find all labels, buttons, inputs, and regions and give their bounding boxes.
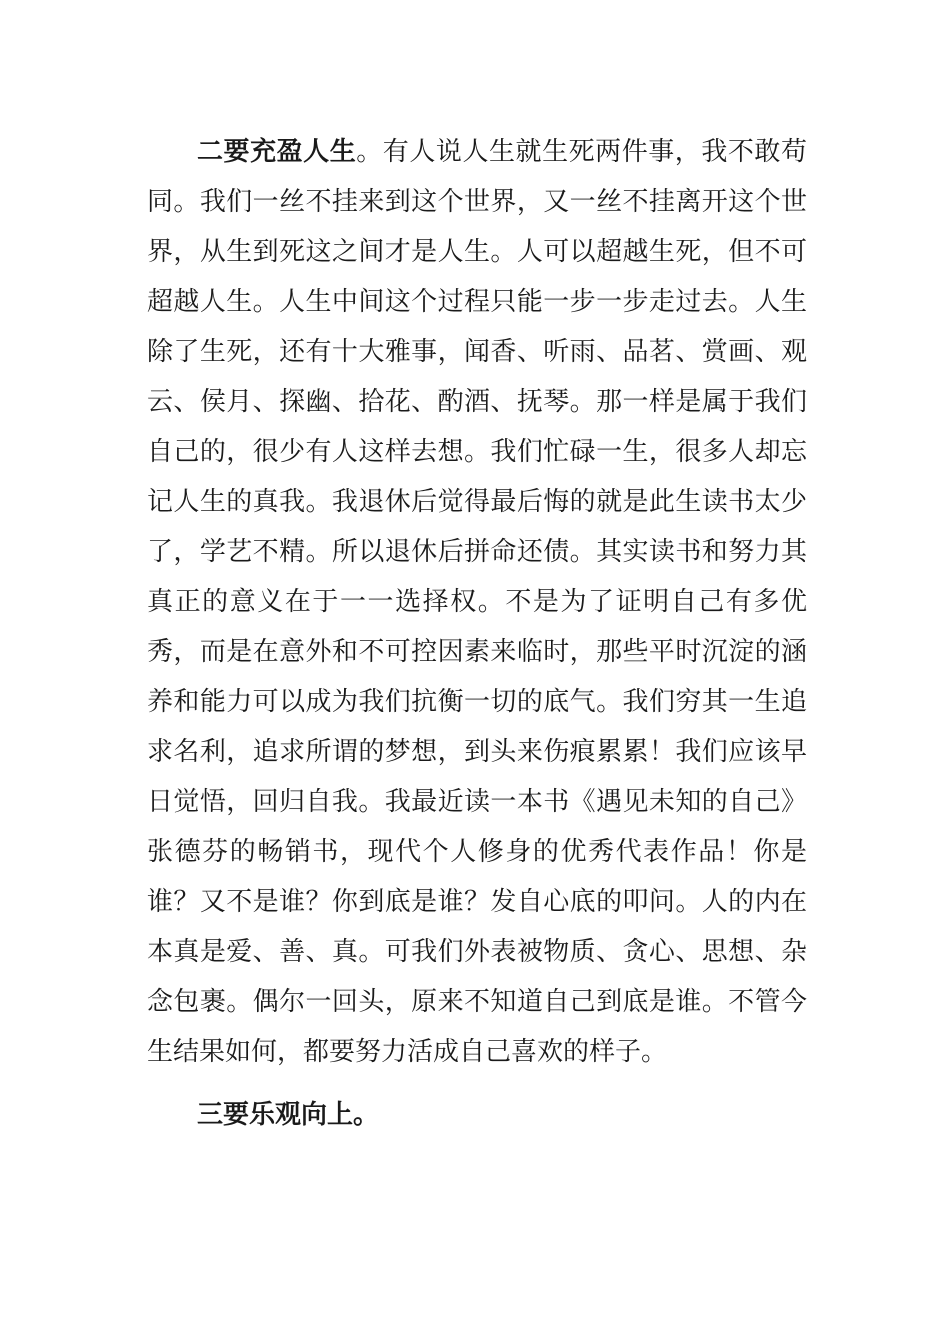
paragraph-line: 同。我们一丝不挂来到这个世界，又一丝不挂离开这个世 <box>147 187 807 217</box>
paragraph-line: 张德芬的畅销书，现代个人修身的优秀代表作品！你是 <box>147 837 807 867</box>
paragraph-line: 记人生的真我。我退休后觉得最后悔的就是此生读书太少 <box>147 487 807 517</box>
paragraph-line: 日觉悟，回归自我。我最近读一本书《遇见未知的自己》 <box>147 787 807 817</box>
paragraph-line: 真正的意义在于一一选择权。不是为了证明自己有多优 <box>147 587 807 617</box>
paragraph-line: 秀，而是在意外和不可控因素来临时，那些平时沉淀的涵 <box>147 637 807 667</box>
section-heading-3: 三要乐观向上。 <box>197 1100 380 1130</box>
paragraph-line: 念包裹。偶尔一回头，原来不知道自己到底是谁。不管今 <box>147 987 807 1017</box>
paragraph-line: 生结果如何，都要努力活成自己喜欢的样子。 <box>147 1037 668 1067</box>
paragraph-line: 云、侯月、探幽、拾花、酌酒、抚琴。那一样是属于我们 <box>147 387 807 417</box>
paragraph-line: 求名利，追求所谓的梦想，到头来伤痕累累！我们应该早 <box>147 737 807 767</box>
paragraph-line: 除了生死，还有十大雅事，闻香、听雨、品茗、赏画、观 <box>147 337 807 367</box>
paragraph-line: 界，从生到死这之间才是人生。人可以超越生死，但不可 <box>147 237 807 267</box>
paragraph-line: 谁？又不是谁？你到底是谁？发自心底的叩问。人的内在 <box>147 887 807 917</box>
paragraph-line: 自己的，很少有人这样去想。我们忙碌一生，很多人却忘 <box>147 437 807 467</box>
paragraph-text: 。有人说人生就生死两件事，我不敢苟 <box>356 137 807 167</box>
paragraph-line: 了，学艺不精。所以退休后拼命还债。其实读书和努力其 <box>147 537 807 567</box>
paragraph-line-1 <box>197 132 807 172</box>
paragraph-line: 超越人生。人生中间这个过程只能一步一步走过去。人生 <box>147 287 807 317</box>
paragraph-line: 养和能力可以成为我们抗衡一切的底气。我们穷其一生追 <box>147 687 807 717</box>
paragraph-line: 本真是爱、善、真。可我们外表被物质、贪心、思想、杂 <box>147 937 807 967</box>
section-heading-2: 二要充盈人生 <box>197 137 357 167</box>
